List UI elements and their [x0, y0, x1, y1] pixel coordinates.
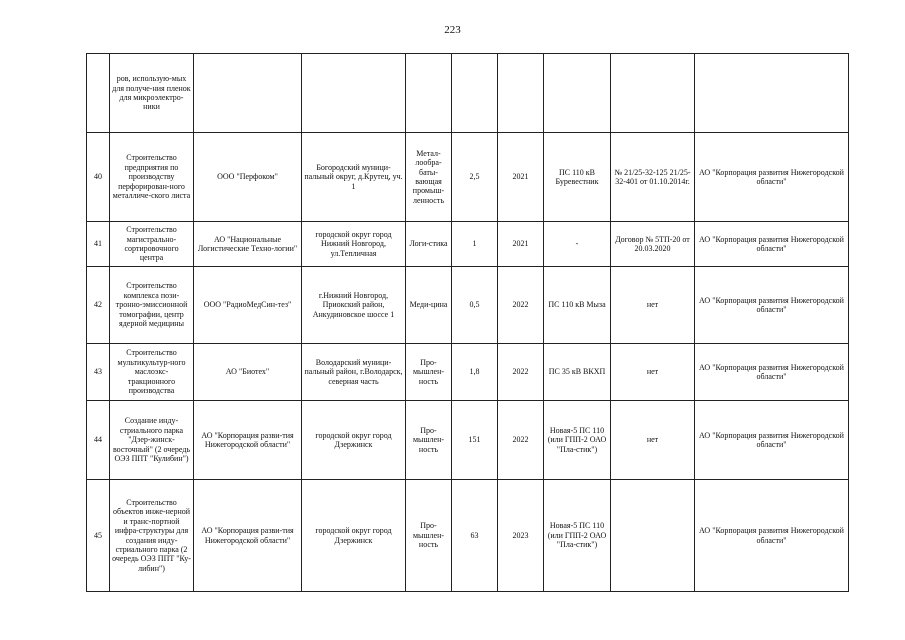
cell-project: Строительство мультикультур-ного маслоэкс-тракционного производства [110, 344, 194, 401]
cell-no: 41 [87, 222, 110, 267]
cell-operator [695, 54, 849, 133]
cell-substation: Новая-5 ПС 110 (или ГПП-2 ОАО "Пла-стик") [544, 480, 611, 592]
page-number: 223 [444, 24, 461, 36]
cell-year [498, 54, 544, 133]
table-row [87, 222, 849, 267]
cell-power: 0,5 [452, 267, 498, 344]
cell-project: Строительство магистрально-сортировочного центра [110, 222, 194, 267]
cell-location: Богородский муници-пальный округ, д.Крутец, уч. 1 [302, 133, 406, 222]
cell-investor: АО "Корпорация разви-тия Нижегородской области" [194, 401, 302, 480]
table-row [87, 401, 849, 480]
cell-location: Володарский муници-пальный район, г.Володарск, северная часть [302, 344, 406, 401]
cell-investor: АО "Корпорация разви-тия Нижегородской области" [194, 480, 302, 592]
cell-industry: Меди-цина [406, 267, 452, 344]
cell-substation: - [544, 222, 611, 267]
cell-contract: Договор № 5ТП-20 от 20.03.2020 [611, 222, 695, 267]
cell-investor [194, 54, 302, 133]
cell-location [302, 54, 406, 133]
cell-substation: ПС 35 кВ ВКХП [544, 344, 611, 401]
cell-power: 63 [452, 480, 498, 592]
cell-operator: АО "Корпорация развития Нижегородской области" [695, 401, 849, 480]
cell-industry: Про-мышлен-ность [406, 344, 452, 401]
cell-project: Строительство объектов инже-нерной и транс-портной инфра-структуры для создания инду-стриального парка (2 очередь ОЭЗ ППТ "Ку-либин") [110, 480, 194, 592]
cell-year: 2022 [498, 344, 544, 401]
cell-industry: Логи-стика [406, 222, 452, 267]
table-row [87, 480, 849, 592]
table-row [87, 344, 849, 401]
cell-operator: АО "Корпорация развития Нижегородской области" [695, 344, 849, 401]
cell-contract: нет [611, 344, 695, 401]
cell-year: 2021 [498, 222, 544, 267]
cell-no: 43 [87, 344, 110, 401]
table-row [87, 267, 849, 344]
cell-substation: ПС 110 кВ Мыза [544, 267, 611, 344]
cell-investor: АО "Национальные Логистические Техно-логии" [194, 222, 302, 267]
cell-operator: АО "Корпорация развития Нижегородской области" [695, 480, 849, 592]
cell-industry: Про-мышлен-ность [406, 480, 452, 592]
cell-substation: Новая-5 ПС 110 (или ГПП-2 ОАО "Пла-стик") [544, 401, 611, 480]
cell-project: Строительство предприятия по производству перфорирован-ного металличе-ского листа [110, 133, 194, 222]
cell-operator: АО "Корпорация развития Нижегородской области" [695, 267, 849, 344]
cell-substation: ПС 110 кВ Буревестник [544, 133, 611, 222]
cell-investor: АО "Биотех" [194, 344, 302, 401]
cell-location: городской округ город Нижний Новгород, ул.Тепличная [302, 222, 406, 267]
cell-location: городской округ город Дзержинск [302, 480, 406, 592]
cell-power [452, 54, 498, 133]
cell-location: городской округ город Дзержинск [302, 401, 406, 480]
cell-contract: нет [611, 267, 695, 344]
cell-project: Создание инду-стриального парка "Дзер-жинск-восточный" (2 очередь ОЭЗ ППТ "Кулибин") [110, 401, 194, 480]
cell-location: г.Нижний Новгород, Приокский район, Анкудиновское шоссе 1 [302, 267, 406, 344]
cell-year: 2021 [498, 133, 544, 222]
cell-no: 45 [87, 480, 110, 592]
cell-no: 40 [87, 133, 110, 222]
cell-contract: № 21/25-32-125 21/25-32-401 от 01.10.2014г. [611, 133, 695, 222]
cell-industry: Метал-лообра-баты-вающая промыш-ленность [406, 133, 452, 222]
cell-project: Строительство комплекса пози-тронно-эмиссионной томографии, центр ядерной медицины [110, 267, 194, 344]
cell-no: 42 [87, 267, 110, 344]
cell-investor: ООО "РадиоМедСин-тез" [194, 267, 302, 344]
investment-projects-table [86, 53, 849, 592]
cell-no: 44 [87, 401, 110, 480]
cell-power: 1,8 [452, 344, 498, 401]
cell-year: 2023 [498, 480, 544, 592]
cell-contract: нет [611, 401, 695, 480]
cell-no [87, 54, 110, 133]
cell-industry [406, 54, 452, 133]
cell-contract [611, 54, 695, 133]
cell-investor: ООО "Перфоком" [194, 133, 302, 222]
cell-operator: АО "Корпорация развития Нижегородской области" [695, 222, 849, 267]
cell-project: ров, использую-мых для получе-ния пленок для микроэлектро-ники [110, 54, 194, 133]
cell-year: 2022 [498, 401, 544, 480]
cell-power: 151 [452, 401, 498, 480]
cell-industry: Про-мышлен-ность [406, 401, 452, 480]
cell-substation [544, 54, 611, 133]
cell-year: 2022 [498, 267, 544, 344]
cell-operator: АО "Корпорация развития Нижегородской области" [695, 133, 849, 222]
table-row-continuation [87, 54, 849, 133]
cell-power: 2,5 [452, 133, 498, 222]
table-row [87, 133, 849, 222]
cell-contract [611, 480, 695, 592]
cell-power: 1 [452, 222, 498, 267]
